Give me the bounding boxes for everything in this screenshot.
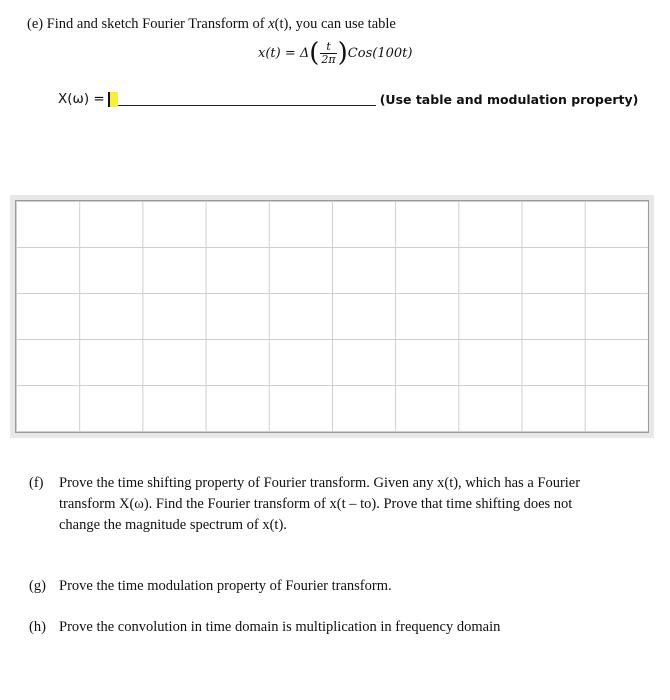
answer-label: X(ω) = — [58, 91, 105, 107]
formula-rhs: Cos(100t) — [347, 45, 413, 61]
part-e-label: (e) — [27, 16, 44, 32]
part-h-question — [29, 617, 500, 638]
formula-fraction — [320, 41, 336, 66]
formula-frac-denominator: 2π — [321, 52, 336, 66]
part-f-label: (f) — [29, 475, 44, 491]
part-f-line3: change the magnitude spectrum of x(t). — [59, 517, 287, 533]
part-h-label: (h) — [29, 619, 46, 635]
part-e-text-var: x — [268, 16, 275, 32]
answer-text-cursor[interactable] — [108, 92, 118, 107]
answer-row — [58, 88, 658, 110]
part-g-question — [29, 576, 392, 597]
part-e-text-suffix: (t), you can use table — [274, 16, 396, 32]
sketch-grid[interactable] — [15, 200, 649, 433]
sketch-grid-frame — [10, 195, 654, 438]
part-g-label: (g) — [29, 578, 46, 594]
formula-open-paren: ( — [309, 38, 320, 68]
part-e-text-prefix: Find and sketch Fourier Transform of — [46, 16, 269, 32]
part-f-question — [29, 473, 659, 536]
part-f-line1: Prove the time shifting property of Fourier transform. Given any x(t), which has a Fourier — [59, 475, 581, 491]
formula-close-paren: ) — [337, 38, 348, 68]
part-g-text: Prove the time modulation property of Fourier transform. — [59, 578, 392, 594]
part-h-text: Prove the convolution in time domain is multiplication in frequency domain — [59, 619, 501, 635]
part-f-line2: transform X(ω). Find the Fourier transform of x(t – to). Prove that time shifting does not — [59, 496, 573, 512]
answer-hint: (Use table and modulation property) — [379, 91, 639, 107]
signal-formula — [258, 38, 412, 68]
formula-frac-numerator: t — [326, 39, 331, 53]
formula-lhs: x(t) = Δ — [258, 45, 310, 61]
part-e-question — [27, 14, 396, 35]
answer-blank-line[interactable] — [118, 105, 376, 106]
